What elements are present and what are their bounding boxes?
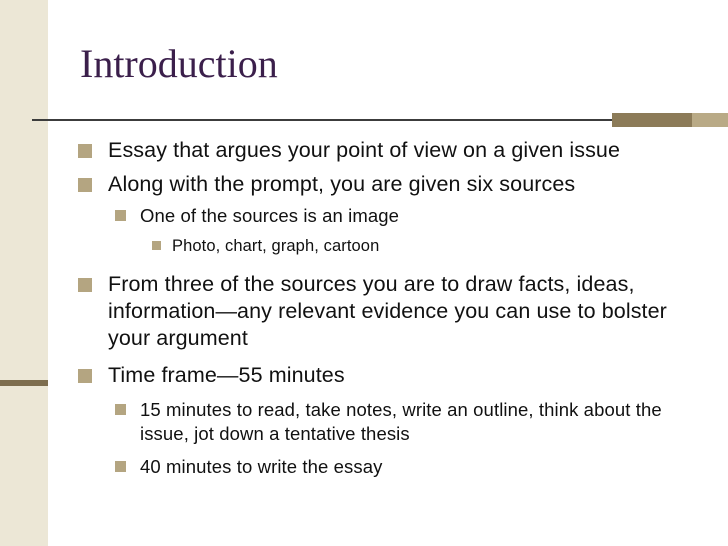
bullet-item (140, 455, 685, 478)
bullet-text: Photo, chart, graph, cartoon (172, 237, 380, 255)
bullet-item (108, 171, 708, 197)
square-bullet-icon (115, 210, 126, 221)
bullet-text: Along with the prompt, you are given six sources (108, 172, 576, 196)
bullet-item (108, 271, 668, 352)
bullet-text: Essay that argues your point of view on a given issue (108, 138, 621, 162)
square-bullet-icon (152, 241, 161, 250)
left-sidebar-band (0, 0, 48, 546)
square-bullet-icon (115, 461, 126, 472)
square-bullet-icon (78, 369, 92, 383)
bullet-item (108, 362, 708, 388)
sidebar-accent-stripe (0, 380, 48, 386)
square-bullet-icon (78, 178, 92, 192)
bullet-text: One of the sources is an image (140, 205, 400, 226)
bullet-text: 15 minutes to read, take notes, write an outline, think about the issue, jot down a tentative thesis (140, 399, 662, 444)
bullet-text: Time frame—55 minutes (108, 363, 345, 387)
bullet-item (108, 137, 708, 163)
title-divider-accent (612, 113, 692, 127)
bullet-text: 40 minutes to write the essay (140, 456, 383, 477)
bullet-item (172, 236, 672, 256)
bullet-item (140, 398, 685, 446)
square-bullet-icon (78, 144, 92, 158)
bullet-text: From three of the sources you are to draw facts, ideas, information—any relevant evidence you can use to bolster your argument (108, 272, 667, 350)
square-bullet-icon (78, 278, 92, 292)
square-bullet-icon (115, 404, 126, 415)
title-divider-accent-light (692, 113, 728, 127)
bullet-item (140, 204, 685, 227)
slide-title: Introduction (80, 41, 278, 86)
